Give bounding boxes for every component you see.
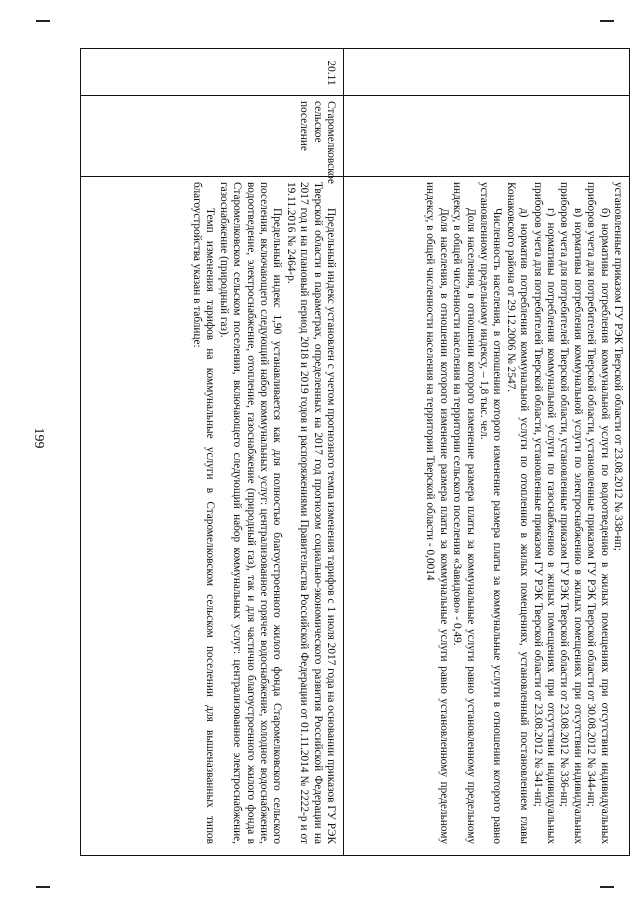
- table-row-content: [85, 182, 337, 844]
- paragraph: Предельный индекс установлен с учетом прогнозного темпа изменения тарифов с 1 июля 2017 года на основании приказов ГУ РЭК Тверской области в параметрах, определенных на 2017 год прогнозом социально-экономического развития Российской Федерации на 2017 год и на плановый период 2018 и 2019 годов и распоряжениями Правительства Российской Федерации от 01.11.2014 № 2222-р и от 19.11.2016 № 2464-р.: [284, 182, 337, 844]
- document-table: [80, 48, 630, 856]
- row-number: 20.11: [325, 60, 337, 86]
- page-number: 199: [31, 427, 46, 449]
- paragraph: Доля населения, в отношении которого изменение размера платы за коммунальные услуги равно установленному предельному индексу, в общей численности населения на территории сельского поселения «Завидово» - 0,49.: [451, 182, 477, 844]
- paragraph: Темп изменения тарифов на коммунальные услуги в Старомелковском сельском поселении для вышеназванных типов благоустройства указан в таблице:: [190, 182, 217, 844]
- scan-mark: [600, 20, 614, 22]
- table-row-border: [343, 49, 344, 855]
- scan-mark: [600, 886, 614, 888]
- table-row-continued-content: [348, 182, 624, 844]
- table-col-border: [81, 95, 629, 96]
- row-settlement-name: Старомелковское сельское поселение: [298, 101, 337, 184]
- paragraph: Доля населения, в отношении которого изменение размера платы за коммунальные услуги равно установленному предельному индексу, в общей численности населения на территории Тверской области - 0,0014: [424, 182, 450, 844]
- paragraph: Численность населения, в отношении которого изменение размера платы за коммунальные услуги в отношении которого равно установленному предельному индексу, – 1,8 тыс. чел.: [477, 182, 504, 844]
- paragraph: установленные приказом ГУ РЭК Тверской области от 23.08.2012 № 338-нп;: [612, 182, 624, 551]
- paragraph: д) норматив потребления коммунальной услуги по отоплению в жилых помещениях, установленный постановлением главы Конаковского района от 29.12.2006 № 2547.: [504, 182, 531, 844]
- scan-mark: [36, 886, 50, 888]
- table-col-border: [81, 176, 629, 177]
- paragraph: в) нормативы потребления коммунальной услуги по электроснабжению в жилых помещениях при отсутствии индивидуальных приборов учета для потребителей Тверской области, установленные приказом ГУ РЭК Тверской области от 23.08.2012 № 336-нп;: [558, 182, 584, 844]
- paragraph: г) нормативы потребления коммунальной услуги по газоснабжению в жилых помещениях при отсутствии индивидуальных приборов учета для потребителей Тверской области, установленные приказом ГУ РЭК Тверской области от 23.08.2012 № 341-нп;: [531, 182, 557, 844]
- scan-mark: [36, 20, 50, 22]
- paragraph: Предельный индекс 1,90 устанавливается как для полностью благоустроенного жилого фонда Старомелковского сельского поселения, включающего следующий набор коммунальных услуг: централизованное горячее водоснабжение, холодное водоснабжение, водоотведение, электроснабжение, отопление, газоснабжение (природный газ), так и для частично благоустроенного жилого фонда в Старомелковском сельском поселении, включающего следующий набор коммунальных услуг: централизованное электроснабжение, газоснабжение (природный газ).: [217, 182, 284, 844]
- paragraph: б) нормативы потребления коммунальной услуги по водоотведению в жилых помещениях при отсутствии индивидуальных приборов учета для потребителей Тверской области, установленные приказом ГУ РЭК Тверской области от 30.08.2012 № 344-нп;: [585, 182, 611, 844]
